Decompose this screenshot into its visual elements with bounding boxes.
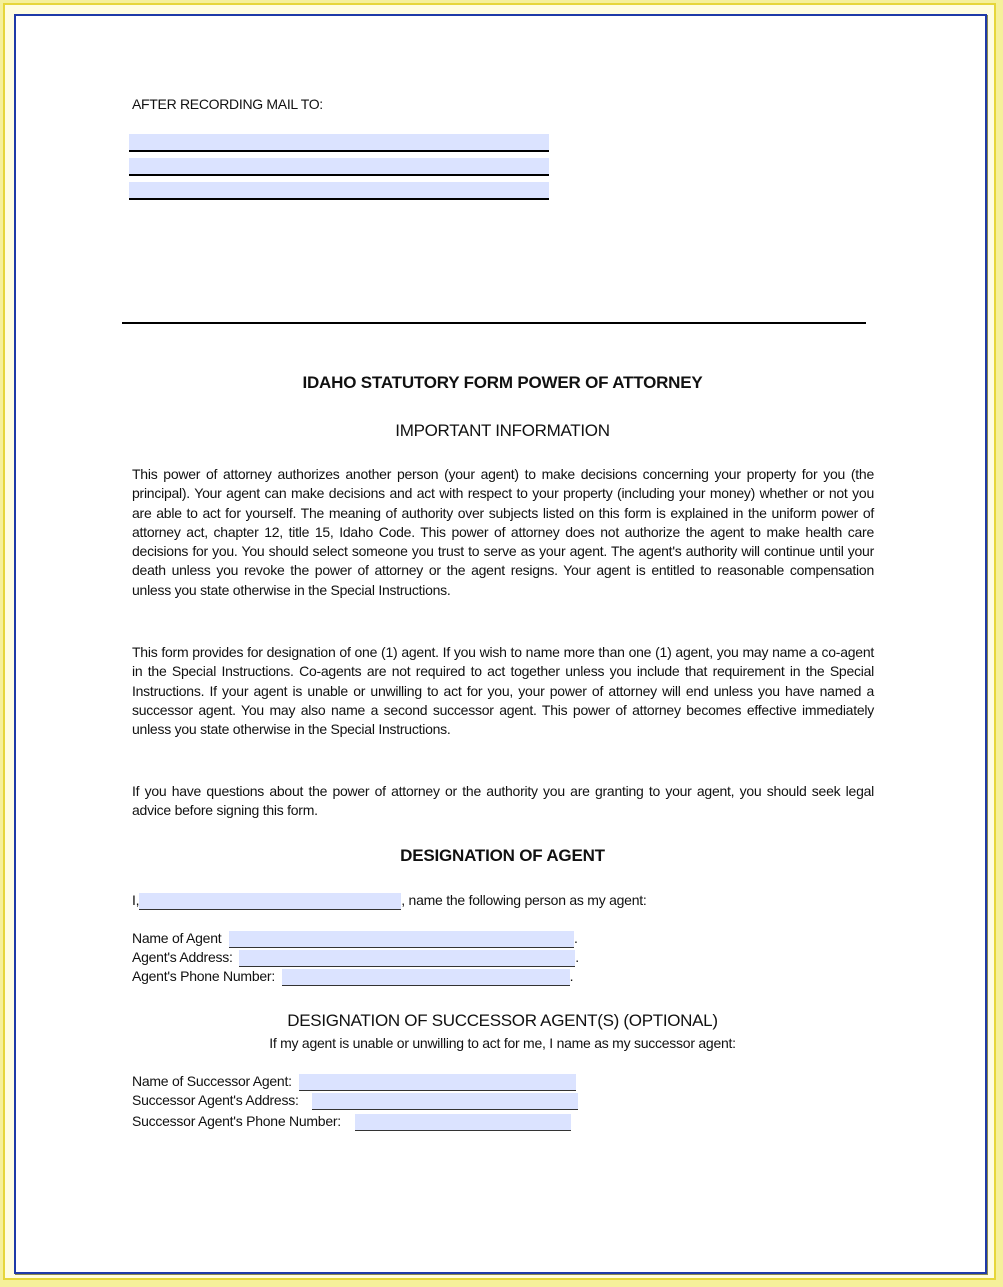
- document-page: [14, 14, 987, 1274]
- principal-prefix: I,: [132, 892, 140, 908]
- agent-address-row: [132, 948, 579, 967]
- successor-address-label: Successor Agent's Address:: [132, 1092, 299, 1108]
- successor-address-row: [132, 1091, 578, 1110]
- page-title: IDAHO STATUTORY FORM POWER OF ATTORNEY: [302, 373, 703, 392]
- successor-name-field[interactable]: [299, 1074, 576, 1091]
- successor-intro: If my agent is unable or unwilling to act for me, I name as my successor agent:: [269, 1035, 736, 1051]
- successor-address-field[interactable]: [312, 1093, 578, 1110]
- successor-phone-field[interactable]: [355, 1114, 571, 1131]
- principal-row: [132, 891, 647, 910]
- mail-to-line-1[interactable]: [129, 134, 549, 152]
- successor-agent-heading: DESIGNATION OF SUCCESSOR AGENT(S) (OPTIONAL): [287, 1011, 718, 1030]
- mail-to-line-2[interactable]: [129, 158, 549, 176]
- mail-to-line-3[interactable]: [129, 182, 549, 200]
- agent-name-period: .: [574, 930, 578, 946]
- recording-divider: [122, 322, 866, 324]
- designation-of-agent-heading: DESIGNATION OF AGENT: [400, 846, 605, 865]
- principal-suffix: , name the following person as my agent:: [401, 892, 647, 908]
- agent-address-period: .: [575, 949, 579, 965]
- important-info-heading: IMPORTANT INFORMATION: [395, 421, 610, 440]
- agent-name-row: [132, 929, 578, 948]
- agent-phone-period: .: [569, 968, 574, 984]
- agent-name-field[interactable]: [229, 931, 574, 948]
- agent-phone-row: [132, 967, 573, 986]
- successor-phone-row: [132, 1112, 571, 1131]
- principal-name-field[interactable]: [139, 893, 401, 910]
- successor-name-label: Name of Successor Agent:: [132, 1073, 292, 1089]
- agent-phone-field[interactable]: [282, 969, 570, 986]
- successor-name-row: [132, 1072, 576, 1091]
- info-paragraph-3: If you have questions about the power of attorney or the authority you are granting to your agent, you should seek legal advice before signing this form.: [132, 783, 874, 819]
- agent-name-label: Name of Agent: [132, 930, 222, 946]
- successor-phone-label: Successor Agent's Phone Number:: [132, 1113, 341, 1129]
- agent-phone-label: Agent's Phone Number:: [132, 968, 275, 984]
- agent-address-label: Agent's Address:: [132, 949, 233, 965]
- mail-to-label: AFTER RECORDING MAIL TO:: [132, 96, 323, 112]
- info-paragraph-2: This form provides for designation of one (1) agent. If you wish to name more than one (1) agent, you may name a co-agent in the Special Instructions. Co-agents are not required to act together unless you include that requirement in the Special Instructions. If your agent is unable or unwilling to act for you, your power of attorney will end unless you have named a successor agent. You may also name a second successor agent. This power of attorney becomes effective immediately unless you state otherwise in the Special Instructions.: [132, 644, 874, 738]
- info-paragraph-1: This power of attorney authorizes another person (your agent) to make decisions concerning your property for you (the principal). Your agent can make decisions and act with respect to your property (including your money) whether or not you are able to act for yourself. The meaning of authority over subjects listed on this form is explained in the uniform power of attorney act, chapter 12, title 15, Idaho Code. This power of attorney does not authorize the agent to make health care decisions for you. You should select someone you trust to serve as your agent. The agent's authority will continue until your death unless you revoke the power of attorney or the agent resigns. Your agent is entitled to reasonable compensation unless you state otherwise in the Special Instructions.: [132, 466, 874, 598]
- agent-address-field[interactable]: [239, 950, 575, 967]
